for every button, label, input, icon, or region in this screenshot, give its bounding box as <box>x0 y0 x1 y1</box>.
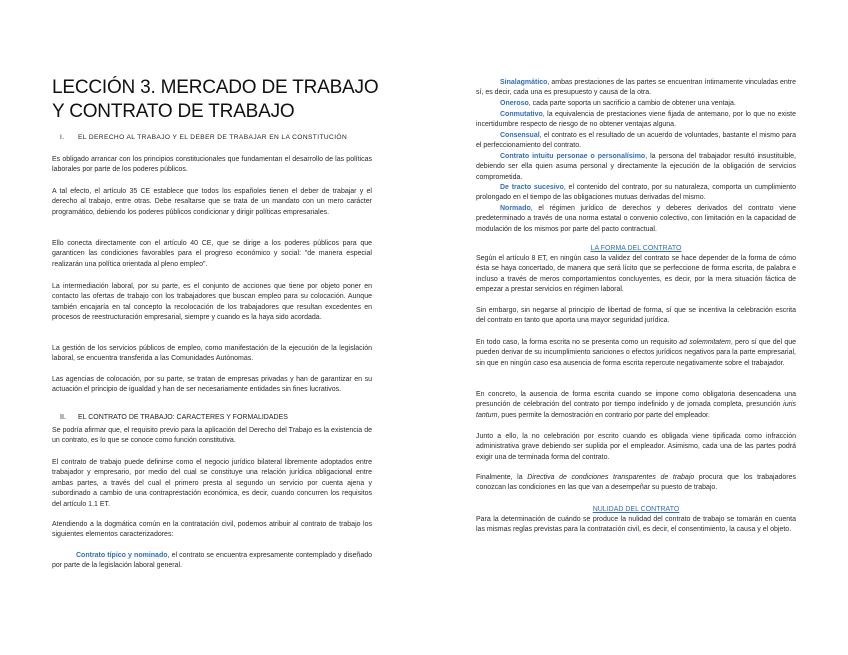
list-item <box>476 78 796 99</box>
term-label: Conmutativo <box>500 111 543 118</box>
paragraph: La intermediación laboral, por su parte, es el conjunto de acciones que tiene por objeto poner en contacto las ofertas de trabajo con los trabajadores que buscan empleo para su colocación. Aunque también encajaría en tal concepto la recolocación de los trabajadores que resultan excedentes en procesos de reestructuración empresarial, siempre y cuando es la haya sido acordada. <box>52 283 372 322</box>
section-heading-2-text: EL CONTRATO DE TRABAJO: CARACTERES Y FORMALIDADES <box>78 414 288 421</box>
subsection-heading-nulidad-text: NULIDAD DEL CONTRATO <box>592 506 680 513</box>
paragraph: Ello conecta directamente con el artículo 40 CE, que se dirige a los poderes públicos para que garanticen las condiciones favorables para el progreso económico y social: "de manera especial realizarán una política orientada al pleno empleo". <box>52 240 372 268</box>
term-description: , el contenido del contrato, por su naturaleza, comporta un cumplimiento prolongado en el tiempo de las obligaciones mutuas derivadas del mismo. <box>476 184 796 202</box>
paragraph <box>476 473 796 494</box>
term-label: Sinalagmático <box>500 79 548 86</box>
term-label: Consensual <box>500 132 540 139</box>
paragraph: Las agencias de colocación, por su parte, se tratan de empresas privadas y han de garantizar en su actuación el principio de igualdad y han de ser necesariamente entidades sin fines lucrativos. <box>52 376 372 394</box>
paragraph: Junto a ello, la no celebración por escrito cuando es obligada viene tipificada como infracción administrativa grave debiendo ser suplida por el empleador. Asimismo, cada una de las partes podrá exigir una de terminada forma del contrato. <box>476 433 796 461</box>
text-run: , pero sí que del que pueden derivar de su incumplimiento sanciones o efectos jurídicos negativos para la parte empresarial, sin que en ningún caso esa ausencia de forma escrita repercute negativamente sobre el trabajador. <box>476 339 797 367</box>
paragraph <box>476 338 796 369</box>
text-run-italic: Directiva de condiciones transparentes de trabajo <box>527 474 695 481</box>
term-label: Normado <box>500 205 531 212</box>
term-description: , el contrato se encuentra expresamente contemplado y diseñado por parte de la legislación laboral general. <box>52 552 372 570</box>
paragraph: Según el artículo 8 ET, en ningún caso la validez del contrato se hace depender de la forma de cómo ésta se haya concertado, de manera que será lícito que se perfeccione de forma escrita, de palabra e incluso a través de meros comportamientos concluyentes, es decir, por la mera situación fáctica de empezar a prestar servicios en régimen laboral. <box>476 255 796 294</box>
list-item <box>476 110 796 131</box>
subsection-heading-nulidad <box>476 505 796 515</box>
subsection-heading-forma-text: LA FORMA DEL CONTRATO <box>590 245 682 252</box>
list-item <box>52 551 372 572</box>
list-item <box>476 183 796 204</box>
text-run: Finalmente, la <box>476 474 528 481</box>
term-label: Oneroso <box>500 100 529 107</box>
paragraph <box>476 390 796 421</box>
term-description: , cada parte soporta un sacrificio a cambio de obtener una ventaja. <box>528 100 736 107</box>
term-description: , el régimen jurídico de derechos y deberes derivados del contrato viene predeterminado a través de una norma estatal o convenio colectivo, con limitación en la capacidad de modulación de los mismos por parte del pacto contractual. <box>476 205 796 233</box>
term-description: , la equivalencia de prestaciones viene fijada de antemano, por lo que no existe incertidumbre respecto de riesgo de no obtener ventajas alguna. <box>476 111 796 129</box>
term-label: Contrato intuitu personae o personalísimo <box>500 153 646 160</box>
term-label: De tracto sucesivo <box>500 184 564 191</box>
section-heading-1-number: I. <box>60 134 65 141</box>
text-run: , pues permite la demostración en contrario por parte del empleador. <box>497 411 710 419</box>
section-heading-1 <box>60 133 372 143</box>
page-title: LECCIÓN 3. MERCADO DE TRABAJO Y CONTRATO DE TRABAJO <box>52 77 379 122</box>
term-description: , la persona del trabajador resultó insustituible, debiendo ser ella quien asuma personal y directamente la ejecución de la obligación de servicios comprometida. <box>476 153 796 181</box>
paragraph: Sin embargo, sin negarse al principio de libertad de forma, sí que se incentiva la celebración escrita del contrato en tanto que aporta una mayor seguridad jurídica. <box>476 307 796 325</box>
term-description: , el contrato es el resultado de un acuerdo de voluntades, bastante el mismo para el perfeccionamiento del contrato. <box>476 132 796 150</box>
paragraph: La gestión de los servicios públicos de empleo, como manifestación de la ejecución de la legislación laboral, se encuentra transferida a las Comunidades Autónomas. <box>52 345 372 363</box>
text-run: En todo caso, la forma escrita no se presenta como un requisito <box>476 339 680 346</box>
paragraph: El contrato de trabajo puede definirse como el negocio jurídico bilateral libremente adoptados entre trabajador y empresario, por medio del cual se constituye una relación jurídica obligacional entre ambas partes, a través del cual el primero presta al segundo un servicio por cuenta ajena y subordinado a cambio de una contraprestación económica, es decir, cuando concurren los requisitos del artículo 1.1 ET. <box>52 459 372 508</box>
text-run: En concreto, la ausencia de forma escrita cuando se impone como obligatoria desencadena una presunción de celebración del contrato por tiempo indefinido y de jornada completa, presunción <box>476 391 796 409</box>
list-item <box>476 131 796 152</box>
section-heading-2 <box>60 413 372 423</box>
text-run: procura que los trabajadores conozcan las condiciones en las que van a desempeñar su puesto de trabajo. <box>476 474 796 492</box>
text-run-italic: iuris tantum <box>476 401 796 419</box>
list-item <box>476 204 796 235</box>
subsection-heading-forma <box>476 244 796 254</box>
paragraph: Es obligado arrancar con los principios constitucionales que fundamentan el desarrollo de las políticas laborales por parte de los poderes públicos. <box>52 156 372 174</box>
paragraph: A tal efecto, el artículo 35 CE establece que todos los españoles tienen el deber de trabajar y el derecho al trabajo, entre otras. Debe resaltarse que se trata de un mandato con un mero carácter programático, debiendo los poderes públicos condicionar y dirigir políticas empresariales. <box>52 188 372 216</box>
term-label: Contrato típico y nominado <box>76 552 168 559</box>
paragraph: Para la determinación de cuándo se produce la nulidad del contrato de trabajo se tomarán en cuenta las mismas reglas previstas para la contratación civil, es decir, el consentimiento, la causa y el objeto. <box>476 516 796 534</box>
term-description: , ambas prestaciones de las partes se encuentran íntimamente vinculadas entre sí, es decir, cada una es presupuesto y causa de la otra. <box>476 79 796 97</box>
text-run-italic: ad solemnitatem <box>679 339 731 346</box>
section-heading-2-number: II. <box>60 414 66 421</box>
section-heading-1-text: EL DERECHO AL TRABAJO Y EL DEBER DE TRABAJAR EN LA CONSTITUCIÓN <box>78 134 348 141</box>
paragraph: Atendiendo a la dogmática común en la contratación civil, podemos atribuir al contrato de trabajo los siguientes elementos caracterizadores: <box>52 521 372 539</box>
paragraph: Se podría afirmar que, el requisito previo para la aplicación del Derecho del Trabajo es la existencia de un contrato, es lo que se conoce como función constitutiva. <box>52 427 372 445</box>
list-item <box>476 99 796 109</box>
list-item <box>476 152 796 183</box>
